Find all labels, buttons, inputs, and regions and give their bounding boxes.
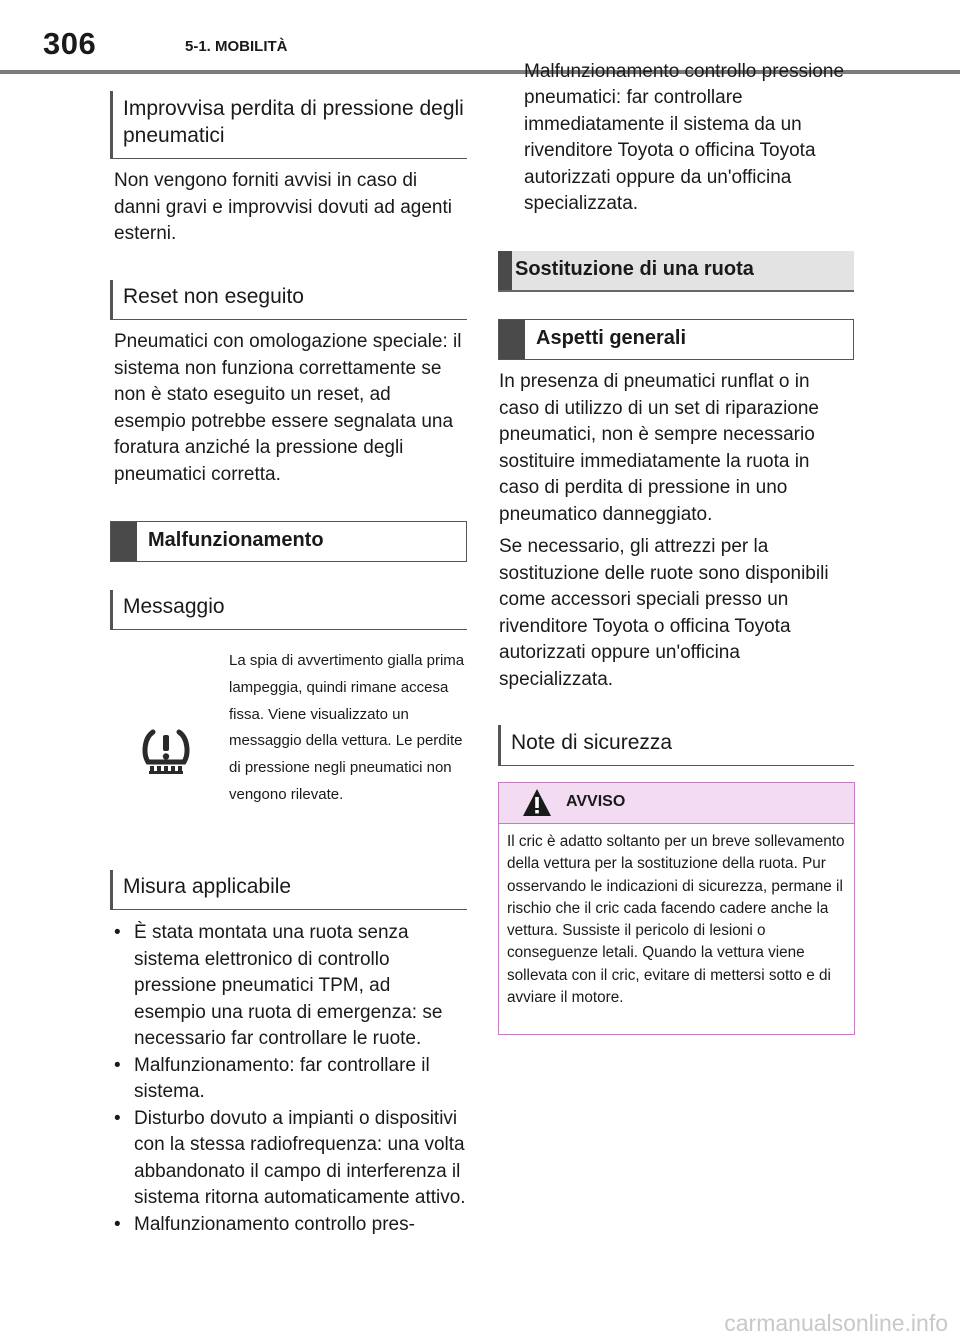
warning-text: Il cric è adatto soltanto per un breve sollevamento della vettura per la sostituzione della ruota. Pur osservando le indicazioni di sicurezza, permane il rischio che il cric cada facendo cadere anche la vettura. Sussiste il pericolo di lesioni o conseguenze letali. Quando la vettura viene sollevata con il cric, evitare di mettersi sotto e di avviare il motore.	[507, 833, 845, 1007]
list-item	[110, 1212, 467, 1239]
heading-wheel-replacement	[498, 251, 854, 292]
paragraph-runflat: In presenza di pneumatici runflat o in caso di utilizzo di un set di riparazione pneumatici, non è sempre necessario sostituire immediatamente la ruota in caso di perdita di pressione in uno pneumatico danneggiato.	[499, 371, 820, 525]
paragraph-pressure-loss: Non vengono forniti avvisi in caso di danni gravi e improvvisi dovuti ad agenti esterni.	[114, 170, 452, 245]
paragraph-tools: Se necessario, gli attrezzi per la sostituzione delle ruote sono disponibili come accessori speciali presso un rivenditore Toyota o officina Toyota autorizzati oppure un'officina specializzata.	[499, 536, 829, 690]
paragraph-continued	[498, 60, 854, 215]
list-item-text-start: Malfunzionamento controllo pres-	[134, 1213, 415, 1235]
warning-title: AVVISO	[566, 793, 626, 810]
warning-header	[499, 783, 854, 824]
page-number: 306	[43, 26, 97, 61]
paragraph-reset: Pneumatici con omologazione speciale: il sistema non funziona correttamente se non è stato eseguito un reset, ad esempio potrebbe essere segnalata una foratura anziché la pressione degli pneumatici corretta.	[114, 331, 462, 485]
list-item	[110, 920, 467, 1053]
bullet-dot: •	[114, 922, 121, 943]
list-item	[110, 1106, 467, 1212]
heading-bar	[499, 320, 525, 359]
heading-bar	[111, 522, 137, 561]
heading-general-text: Aspetti generali	[536, 327, 687, 349]
heading-pressure-loss	[110, 91, 467, 159]
heading-malfunction	[110, 521, 467, 562]
heading-bar	[498, 251, 512, 290]
heading-malfunction-text: Malfunzionamento	[148, 529, 324, 551]
heading-measure-text: Misura applicabile	[123, 875, 292, 898]
warning-triangle-icon	[522, 788, 552, 817]
heading-safety-notes-text: Note di sicurezza	[511, 731, 673, 754]
list-item-text: Disturbo dovuto a impianti o dispositivi con la stessa radiofrequenza: una volta abbandonato il campo di interferenza il sistema ritorna automaticamente attivo.	[134, 1107, 466, 1208]
section-title: 5-1. MOBILITÀ	[185, 38, 288, 55]
tire-pressure-warning-icon	[140, 728, 192, 778]
bullet-dot: •	[114, 1213, 121, 1235]
heading-message	[110, 590, 467, 630]
heading-reset	[110, 280, 467, 320]
list-item-text: È stata montata una ruota senza sistema elettronico di controllo pressione pneumatici TPM, ad esempio una ruota di emergenza: se necessario far controllare le ruote.	[134, 922, 443, 1049]
heading-safety-notes	[498, 725, 854, 766]
bullet-dot: •	[114, 1054, 121, 1076]
heading-message-text: Messaggio	[123, 595, 225, 618]
warning-box	[498, 782, 855, 1035]
list-item	[110, 1053, 467, 1106]
heading-pressure-loss-text: Improvvisa perdita di pressione degli pneumatici	[123, 97, 464, 147]
list-item-text: Malfunzionamento: far controllare il sistema.	[134, 1054, 430, 1102]
watermark: carmanualsonline.info	[724, 1310, 948, 1336]
heading-general	[498, 319, 854, 360]
message-description: La spia di avvertimento gialla prima lampeggia, quindi rimane accesa fissa. Viene visualizzato un messaggio della vettura. Le perdite di pressione negli pneumatici non vengono rilevate.	[229, 652, 465, 803]
heading-reset-text: Reset non eseguito	[123, 285, 304, 308]
measure-list	[110, 920, 467, 1238]
list-item-text-continued: Malfunzionamento controllo pressione pneumatici: far controllare immediatamente il sistema da un rivenditore Toyota o officina Toyota autorizzati oppure da un'officina specializzata.	[524, 60, 845, 215]
bullet-dot: •	[114, 1107, 121, 1129]
heading-wheel-replacement-text: Sostituzione di una ruota	[515, 258, 754, 280]
heading-measure	[110, 870, 467, 910]
